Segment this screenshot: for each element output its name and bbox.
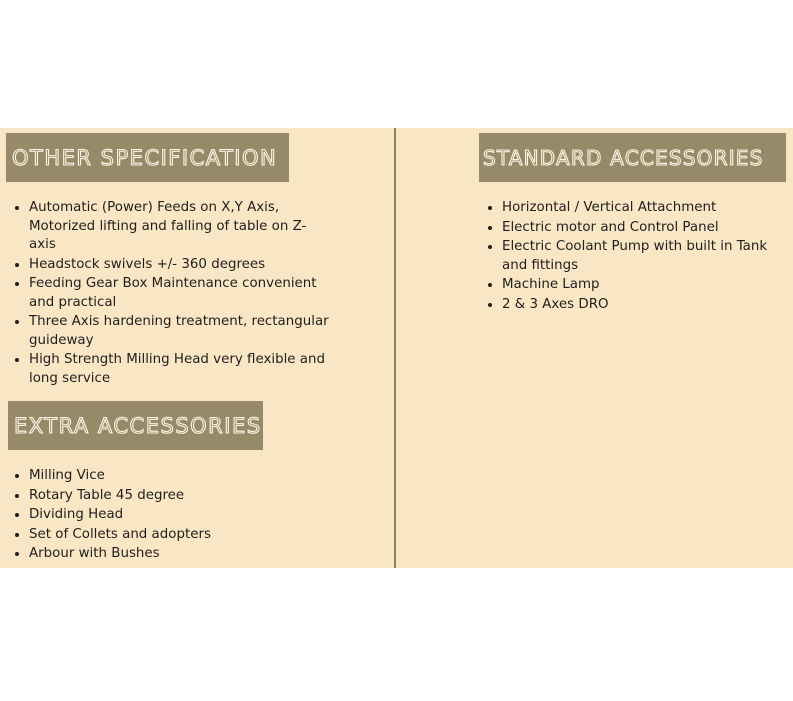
list-item: • Machine Lamp: [502, 275, 792, 295]
other-specification-header: [6, 133, 289, 182]
standard-accessories-header: [479, 133, 786, 182]
extra-accessories-list: [6, 466, 329, 564]
list-item: • Electric Coolant Pump with built in Tank and fittings: [502, 237, 792, 275]
spec-panel: [0, 128, 793, 568]
standard-accessories-title: STANDARD ACCESSORIES: [483, 145, 764, 170]
list-item: • Feeding Gear Box Maintenance convenient and practical: [29, 274, 329, 312]
list-item: • Electric motor and Control Panel: [502, 218, 792, 238]
list-item: • Automatic (Power) Feeds on X,Y Axis, Motorized lifting and falling of table on Z-axis: [29, 198, 329, 255]
list-item: • Milling Vice: [29, 466, 329, 486]
extra-accessories-title: EXTRA ACCESSORIES: [14, 413, 262, 438]
list-item: • Dividing Head: [29, 505, 329, 525]
other-specification-title: OTHER SPECIFICATION: [12, 145, 278, 170]
list-item: • Headstock swivels +/- 360 degrees: [29, 255, 329, 275]
list-item: • Three Axis hardening treatment, rectangular guideway: [29, 312, 329, 350]
list-item: • Set of Collets and adopters: [29, 525, 329, 545]
list-item: • 2 & 3 Axes DRO: [502, 295, 792, 315]
column-divider: [394, 128, 396, 568]
list-item: • Arbour with Bushes: [29, 544, 329, 564]
list-item: • Rotary Table 45 degree: [29, 486, 329, 506]
list-item: • High Strength Milling Head very flexible and long service: [29, 350, 329, 388]
other-specification-list: [6, 198, 329, 388]
extra-accessories-header: [8, 401, 263, 450]
standard-accessories-list: [479, 198, 792, 314]
list-item: • Horizontal / Vertical Attachment: [502, 198, 792, 218]
